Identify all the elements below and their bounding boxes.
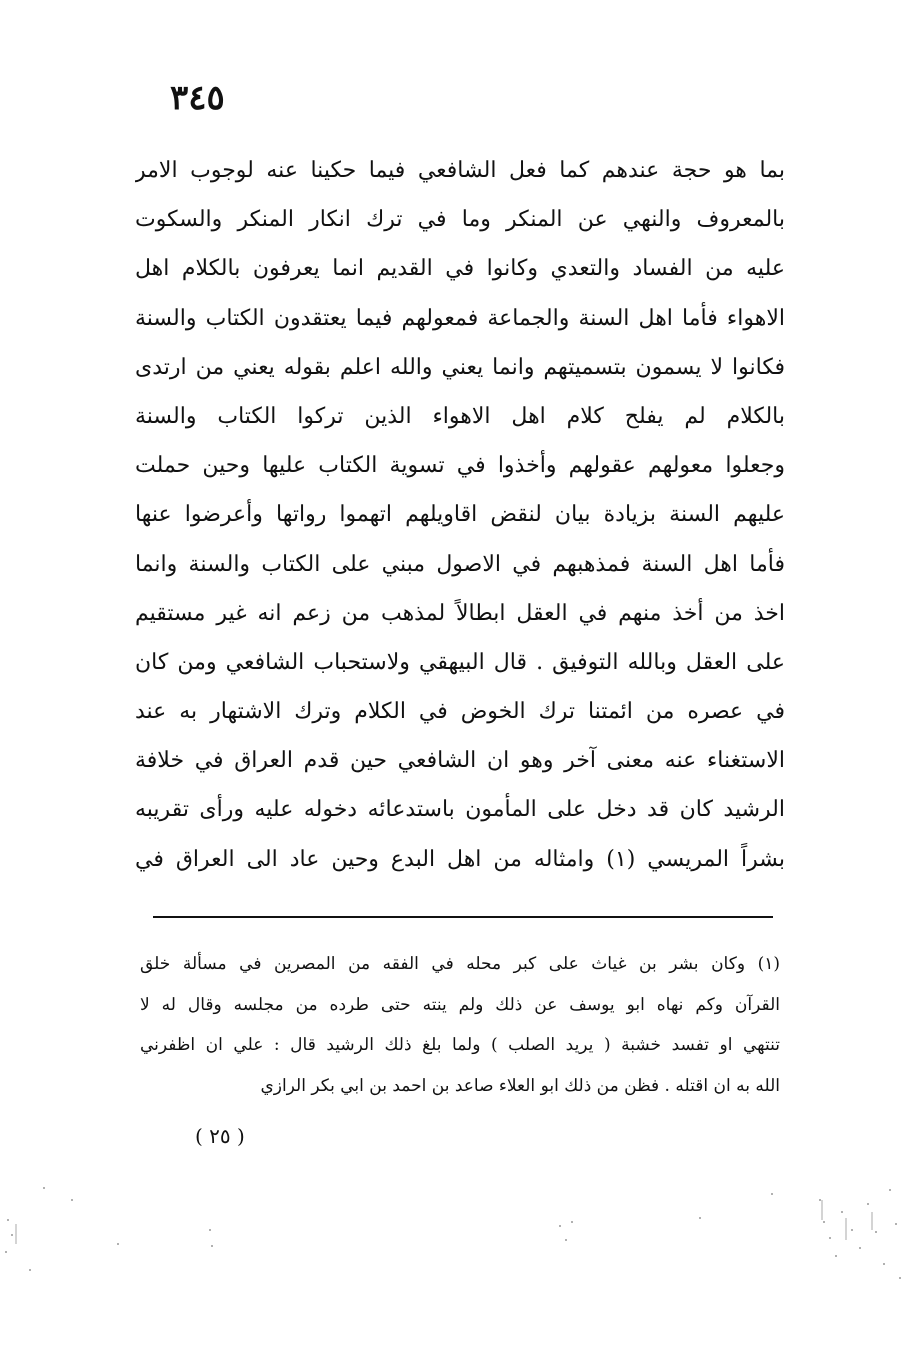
text-line: فأما اهل السنة فمذهبهم في الاصول مبني على الكتاب والسنة وانما xyxy=(135,551,785,577)
text-line: وجعلوا معولهم عقولهم وأخذوا في تسوية الكتاب عليها وحين حملت xyxy=(135,453,785,479)
text-line: بشراً المريسي (١) وامثاله من اهل البدع وحين عاد الى العراق في xyxy=(135,846,785,872)
footnote-line: تنتهي او تفسد خشبة ( يريد الصلب ) ولما بلغ ذلك الرشيد قال : علي ان اظفرني xyxy=(140,1035,780,1055)
footnote-divider xyxy=(153,916,773,918)
text-line: فكانوا لا يسمون بتسميتهم وانما يعني والله اعلم بقوله يعني من ارتدى xyxy=(135,354,785,380)
text-line: بالمعروف والنهي عن المنكر وما في ترك انكار المنكر والسكوت xyxy=(135,207,785,233)
text-line: بالكلام لم يفلح كلام اهل الاهواء الذين تركوا الكتاب والسنة xyxy=(135,403,785,429)
main-text xyxy=(135,146,785,884)
text-line: عليهم السنة بزيادة بيان لنقض اقاويلهم اتهموا رواتها وأعرضوا عنها xyxy=(135,502,785,528)
footnote-line: القرآن وكم نهاه ابو يوسف عن ذلك ولم ينته حتى طرده من مجلسه وقال له لا xyxy=(140,994,780,1015)
signature-mark: ( ٢٥ ) xyxy=(195,1124,245,1148)
text-line: اخذ من أخذ منهم في العقل ابطالاً لمذهب من زعم انه غير مستقيم xyxy=(135,600,785,626)
text-line: عليه من الفساد والتعدي وكانوا في القديم انما يعرفون بالكلام اهل xyxy=(135,256,785,282)
text-line: الرشيد كان قد دخل على المأمون باستدعائه دخوله عليه ورأى تقريبه xyxy=(135,797,785,823)
page-number: ٣٤٥ xyxy=(170,78,225,118)
footnote xyxy=(140,944,780,1106)
text-line: الاهواء فأما اهل السنة والجماعة فمعولهم فيما يعتقدون الكتاب والسنة xyxy=(135,305,785,331)
text-line: على العقل وبالله التوفيق . قال البيهقي ولاستحباب الشافعي ومن كان xyxy=(135,649,785,675)
scan-speckle xyxy=(0,1160,908,1340)
footnote-line: (١) وكان بشر بن غياث على كبر محله في الفقه من المصرين في مسألة خلق xyxy=(140,954,780,974)
text-line: بما هو حجة عندهم كما فعل الشافعي فيما حكينا عنه لوجوب الامر xyxy=(135,158,785,183)
text-line: الاستغناء عنه معنى آخر وهو ان الشافعي حين قدم العراق في خلافة xyxy=(135,748,785,774)
text-line: في عصره من ائمتنا ترك الخوض في الكلام وترك الاشتهار به عند xyxy=(135,699,785,725)
footnote-line: الله به ان اقتله . فظن من ذلك ابو العلاء صاعد بن احمد بن ابي بكر الرازي xyxy=(260,1075,780,1096)
